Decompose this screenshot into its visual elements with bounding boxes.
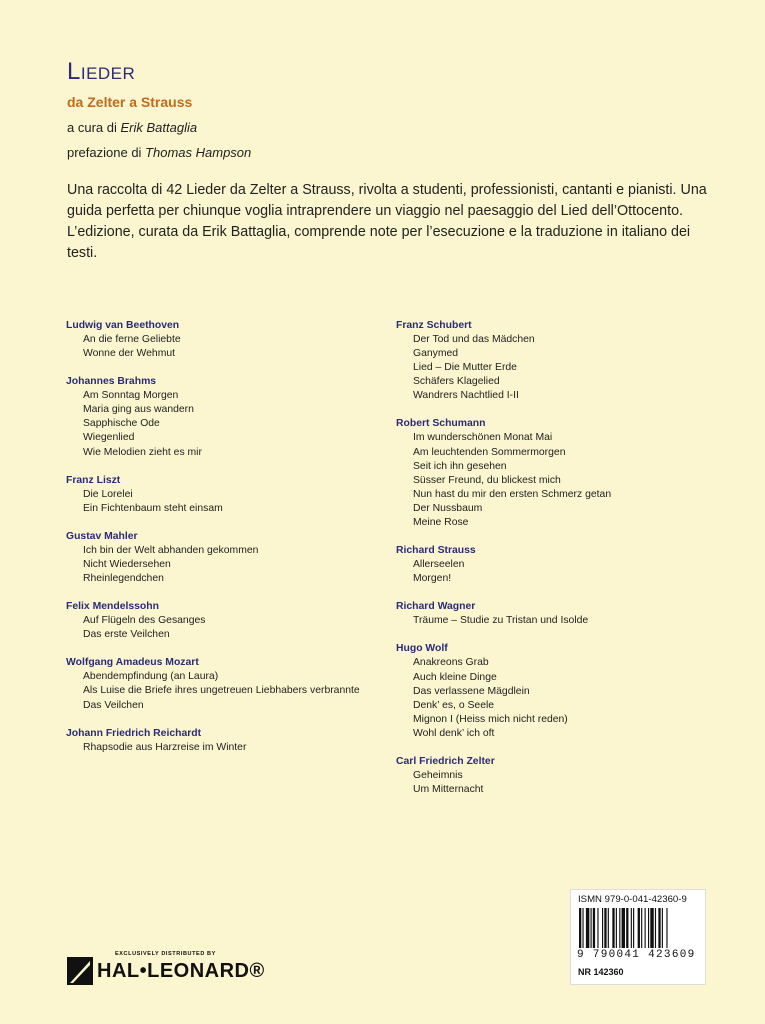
composer-name: Hugo Wolf <box>396 643 448 655</box>
song-list <box>396 614 726 628</box>
song-title: Morgen! <box>413 573 452 585</box>
song-title: Rhapsodie aus Harzreise im Winter <box>83 741 247 753</box>
song-title: Auch kleine Dinge <box>413 671 497 683</box>
song-title: Die Lorelei <box>83 488 133 500</box>
song-title: Nicht Wiedersehen <box>83 558 171 570</box>
publisher-block <box>67 951 307 987</box>
composer-group <box>396 755 726 797</box>
preface-credit <box>67 145 251 160</box>
song-list <box>66 614 386 642</box>
song-title: Meine Rose <box>413 517 469 529</box>
composer-group <box>396 319 726 403</box>
contents-column-left <box>66 319 386 769</box>
song-title: Abendempfindung (an Laura) <box>83 671 219 683</box>
song-list <box>396 558 726 586</box>
song-title: Der Tod und das Mädchen <box>413 334 535 345</box>
composer-name: Wolfgang Amadeus Mozart <box>66 657 199 669</box>
song-title: Ich bin der Welt abhanden gekommen <box>83 544 259 556</box>
curator-credit <box>67 120 197 135</box>
book-description: Una raccolta di 42 Lieder da Zelter a Strauss, rivolta a studenti, professionisti, cantanti e pianisti. Una guida perfetta per chiunque voglia intraprendere un viaggio nel paesaggio del Lied dell’Ottocento. L’edizione, curata da Erik Battaglia, comprende note per l’esecuzione e la traduzione in italiano dei testi. <box>67 182 707 261</box>
preface-author: Thomas Hampson <box>145 145 252 160</box>
song-title: Schäfers Klagelied <box>413 376 500 388</box>
composer-group <box>66 474 386 516</box>
song-title: Anakreons Grab <box>413 657 489 669</box>
composer-name: Gustav Mahler <box>66 530 138 542</box>
composer-name: Franz Liszt <box>66 474 121 486</box>
preface-prefix: prefazione di <box>67 145 146 160</box>
composer-group <box>66 727 386 755</box>
barcode-graphic <box>577 908 699 950</box>
song-title: Der Nussbaum <box>413 502 483 514</box>
song-title: An die ferne Geliebte <box>83 334 181 345</box>
composer-name: Richard Strauss <box>396 545 476 557</box>
composer-group <box>396 544 726 586</box>
song-title: Als Luise die Briefe ihres ungetreuen Liebhabers verbrannte <box>83 685 360 697</box>
curator-name: Erik Battaglia <box>120 120 198 135</box>
song-title: Allerseelen <box>413 559 465 571</box>
composer-group <box>66 600 386 642</box>
song-title: Ein Fichtenbaum steht einsam <box>83 502 223 514</box>
song-title: Das verlassene Mägdlein <box>413 685 530 697</box>
song-title: Lied – Die Mutter Erde <box>413 362 517 374</box>
composer-group <box>66 319 386 361</box>
ismn-number: ISMN 979-0-041-42360-9 <box>578 894 687 905</box>
composer-name: Carl Friedrich Zelter <box>396 755 495 767</box>
contents-column-right <box>396 319 726 811</box>
song-title: Ganymed <box>413 348 459 360</box>
song-title: Wandrers Nachtlied I-II <box>413 390 519 402</box>
song-title: Wonne der Wehmut <box>83 348 176 360</box>
composer-group <box>66 530 386 586</box>
song-title: Am Sonntag Morgen <box>83 390 179 402</box>
song-list <box>396 769 726 797</box>
composer-name: Johannes Brahms <box>66 376 157 388</box>
composer-name: Franz Schubert <box>396 320 472 331</box>
composer-group <box>66 375 386 459</box>
distribution-tagline: EXCLUSIVELY DISTRIBUTED BY <box>115 951 216 957</box>
song-title: Nun hast du mir den ersten Schmerz getan <box>413 488 612 500</box>
composer-group <box>396 417 726 530</box>
song-title: Mignon I (Heiss mich nicht reden) <box>413 713 568 725</box>
song-title: Sapphische Ode <box>83 418 160 430</box>
composer-group <box>396 600 726 628</box>
barcode-label <box>570 889 706 985</box>
song-list <box>66 488 386 516</box>
composer-name: Robert Schumann <box>396 418 486 430</box>
song-title: Träume – Studie zu Tristan und Isolde <box>413 615 589 627</box>
song-title: Denk’ es, o Seele <box>413 699 495 711</box>
composer-name: Felix Mendelssohn <box>66 601 159 613</box>
song-list <box>66 544 386 586</box>
song-list <box>66 389 386 459</box>
song-list <box>396 431 726 530</box>
composer-name: Johann Friedrich Reichardt <box>66 727 202 739</box>
song-title: Im wunderschönen Monat Mai <box>413 432 553 444</box>
song-list <box>66 670 386 712</box>
song-title: Am leuchtenden Sommermorgen <box>413 446 566 458</box>
song-list <box>396 656 726 741</box>
song-title: Wie Melodien zieht es mir <box>83 446 202 458</box>
song-title: Um Mitternacht <box>413 784 484 796</box>
song-title: Wiegenlied <box>83 432 135 444</box>
book-subtitle: da Zelter a Strauss <box>67 94 193 110</box>
book-title: Lieder <box>67 58 136 85</box>
composer-name: Richard Wagner <box>396 601 476 613</box>
curator-prefix: a cura di <box>67 120 121 135</box>
song-title: Seit ich ihn gesehen <box>413 460 507 472</box>
song-title: Auf Flügeln des Gesanges <box>83 615 206 627</box>
composer-group <box>396 642 726 741</box>
song-list <box>66 741 386 755</box>
song-title: Wohl denk’ ich oft <box>413 727 495 739</box>
song-title: Das erste Veilchen <box>83 629 170 641</box>
song-title: Geheimnis <box>413 769 463 781</box>
song-title: Das Veilchen <box>83 699 144 711</box>
barcode-digits: 9 790041 423609 <box>577 949 696 961</box>
hal-leonard-logo-icon <box>67 953 93 985</box>
song-title: Rheinlegendchen <box>83 573 164 585</box>
song-list <box>396 333 726 403</box>
catalog-number: NR 142360 <box>578 967 624 977</box>
song-title: Süsser Freund, du blickest mich <box>413 474 561 486</box>
composer-group <box>66 656 386 712</box>
composer-name: Ludwig van Beethoven <box>66 320 180 331</box>
publisher-name: HAL•LEONARD® <box>97 960 265 982</box>
song-title: Maria ging aus wandern <box>83 404 194 416</box>
song-list <box>66 333 386 361</box>
